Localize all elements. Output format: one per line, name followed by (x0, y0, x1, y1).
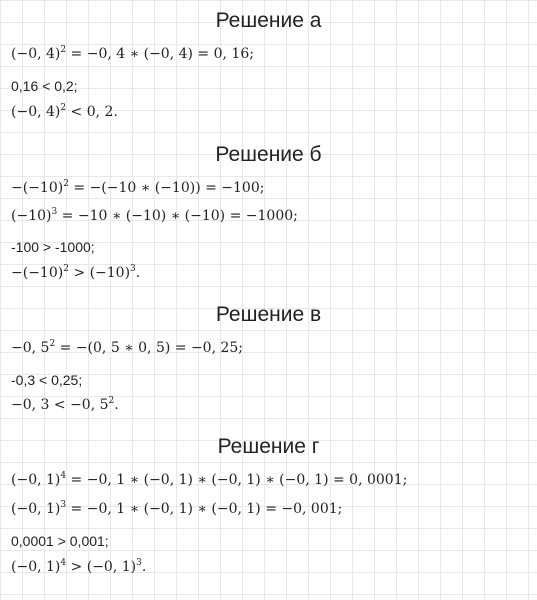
math-line-b4: $-(-10)^2 > (-10)^3$. (11, 264, 141, 281)
section-title-a: Решение а (215, 9, 322, 32)
math-line-g2: (−0, 1)$^3$ = −0, 1 ∗ (−0, 1) ∗ (−0, 1) = −0, 001; (11, 500, 343, 517)
math-line-g4: (−0, 1)$^4$ > (−0, 1)$^3$. (11, 558, 147, 575)
text-line-a2: 0,16 < 0,2; (11, 78, 78, 94)
math-line-a1: (−0, 4)$^2$ = −0, 4 ∗ (−0, 4) = 0, 16; (11, 45, 254, 62)
section-title-v: Решение в (215, 303, 322, 326)
section-title-g: Решение г (217, 435, 320, 458)
math-line-a3: (−0, 4)$^2$ < 0, 2. (11, 103, 118, 120)
text-line-v2: -0,3 < 0,25; (11, 372, 83, 388)
text-line-g3: 0,0001 > 0,001; (11, 533, 109, 549)
math-line-g1: (−0, 1)$^4$ = −0, 1 ∗ (−0, 1) ∗ (−0, 1) ∗ (−0, 1) = 0, 0001; (11, 471, 408, 488)
math-line-b2: $(-10)^3 = -10$ ∗ (−10) ∗ (−10) = −1000; (11, 207, 298, 224)
math-line-v3: −0, 3 < −0, $5^2$. (11, 396, 119, 413)
math-line-b1: $-(-10)^2 = -(-10$ ∗ (−10)) = −100; (11, 179, 265, 196)
math-line-v1: −0, $5^2 = -(0$, 5 ∗ 0, 5) = −0, 25; (11, 339, 244, 356)
section-title-b: Решение б (215, 143, 322, 166)
text-line-b3: -100 > -1000; (11, 239, 95, 255)
